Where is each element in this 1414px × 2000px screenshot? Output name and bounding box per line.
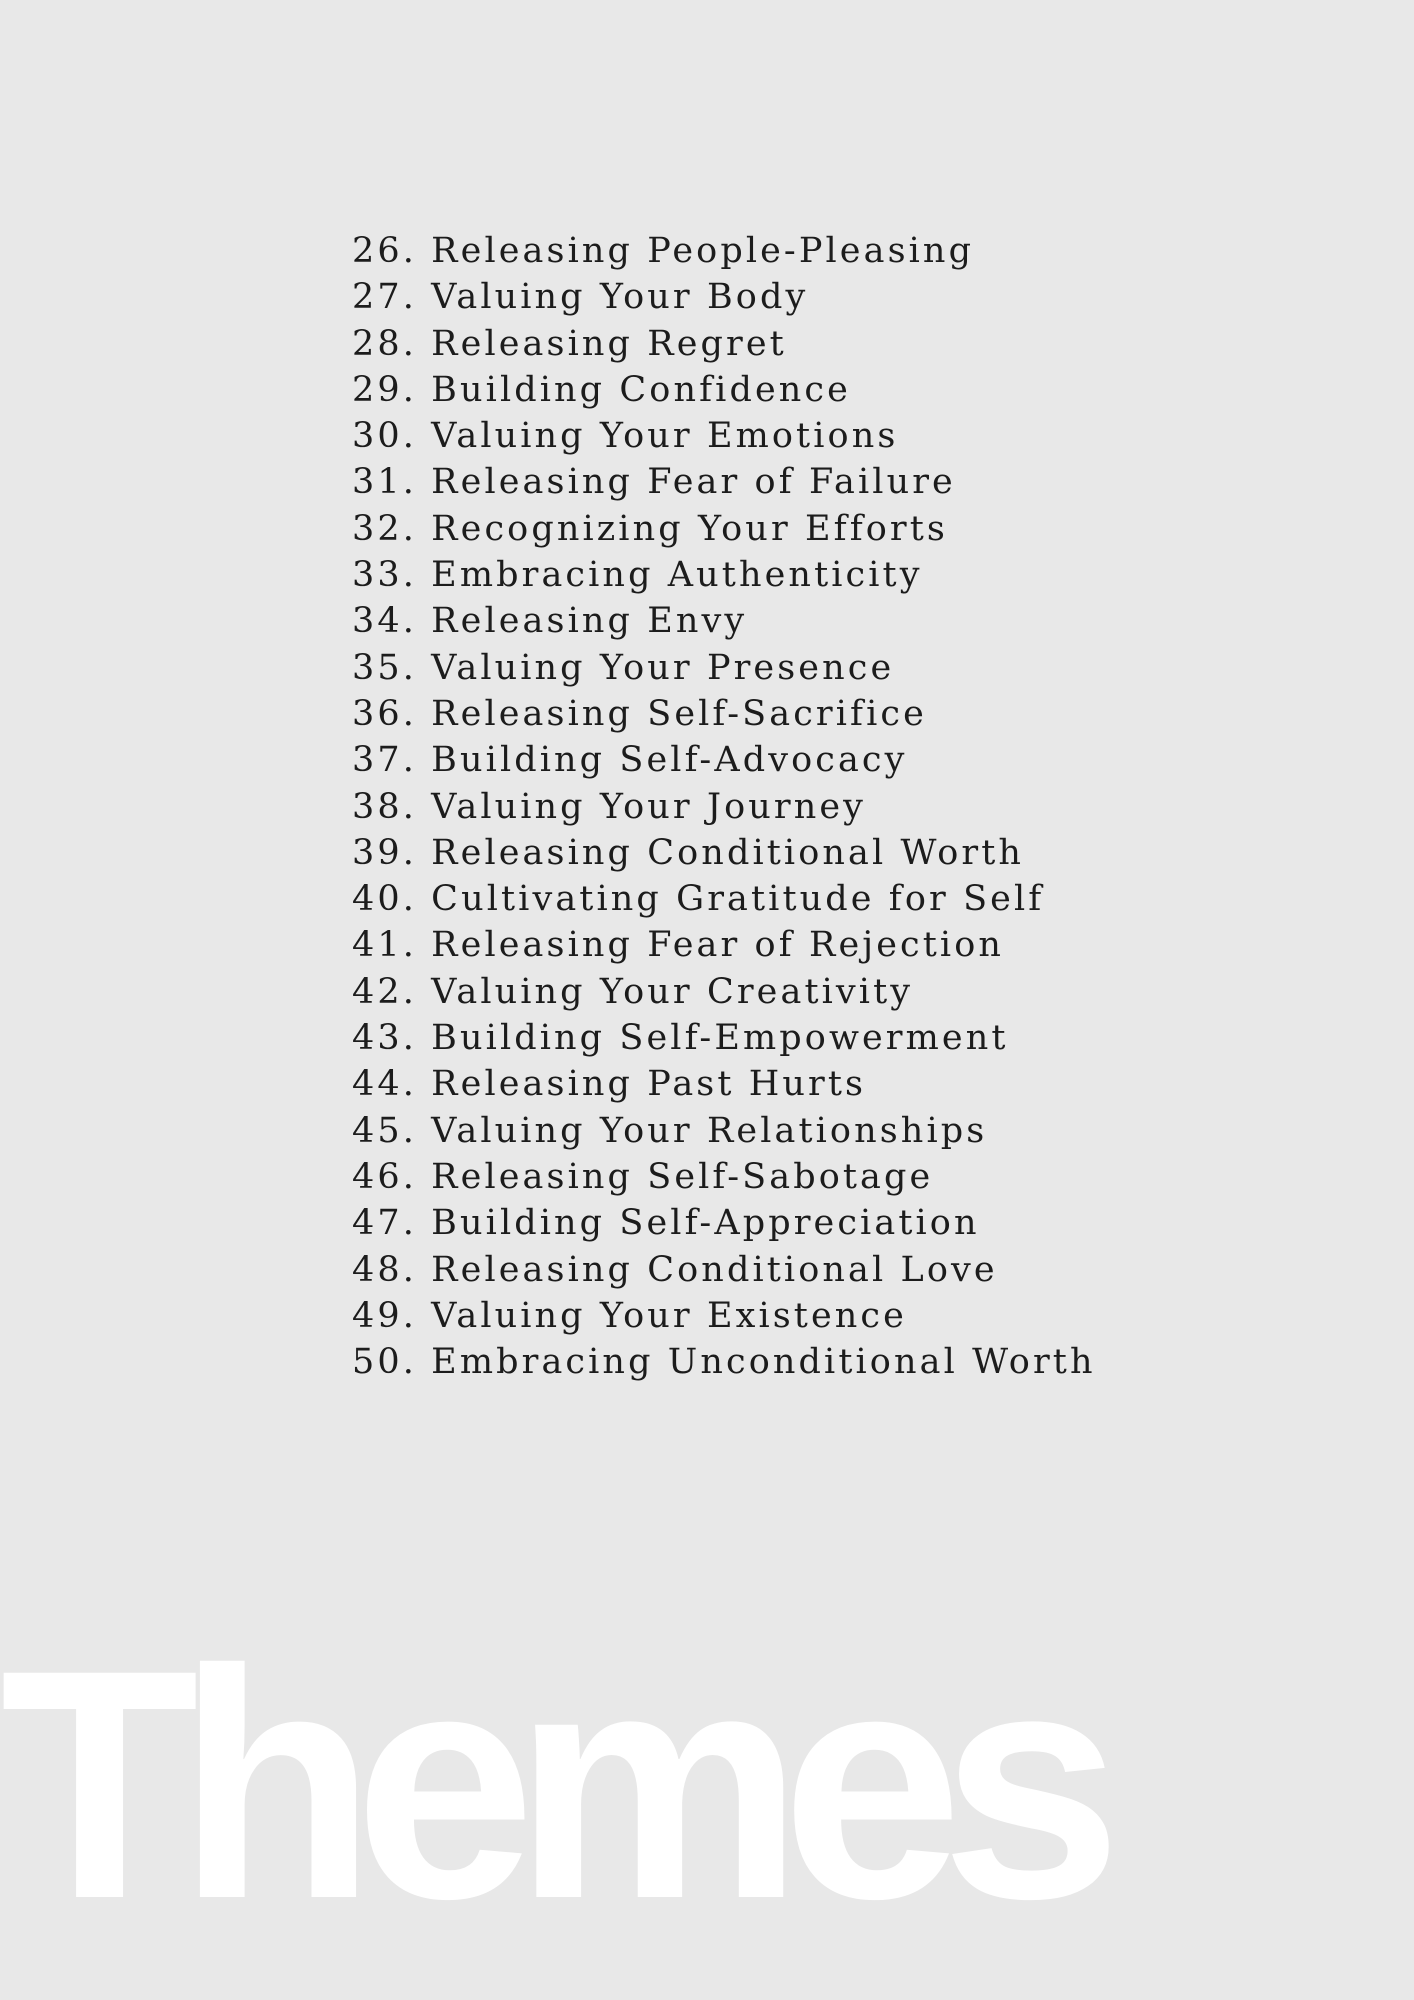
theme-item: 44. Releasing Past Hurts bbox=[352, 1064, 867, 1105]
theme-item: 42. Valuing Your Creativity bbox=[352, 971, 914, 1012]
theme-item: 50. Embracing Unconditional Worth bbox=[352, 1342, 1096, 1383]
theme-item: 30. Valuing Your Emotions bbox=[352, 416, 899, 457]
theme-item: 28. Releasing Regret bbox=[352, 323, 787, 364]
page-heading: Themes bbox=[0, 1603, 1101, 1967]
theme-item: 47. Building Self-Appreciation bbox=[352, 1203, 980, 1244]
theme-item: 36. Releasing Self-Sacrifice bbox=[352, 693, 927, 734]
theme-item: 37. Building Self-Advocacy bbox=[352, 740, 908, 781]
theme-item: 38. Valuing Your Journey bbox=[352, 786, 867, 827]
theme-item: 48. Releasing Conditional Love bbox=[352, 1249, 998, 1290]
themes-list bbox=[352, 228, 1096, 1385]
theme-item: 35. Valuing Your Presence bbox=[352, 647, 895, 688]
theme-item: 45. Valuing Your Relationships bbox=[352, 1110, 988, 1151]
theme-item: 27. Valuing Your Body bbox=[352, 277, 809, 318]
theme-item: 26. Releasing People-Pleasing bbox=[352, 231, 975, 271]
theme-item: 43. Building Self-Empowerment bbox=[352, 1018, 1009, 1059]
theme-item: 34. Releasing Envy bbox=[352, 601, 748, 642]
theme-item: 41. Releasing Fear of Rejection bbox=[352, 925, 1005, 966]
theme-item: 46. Releasing Self-Sabotage bbox=[352, 1156, 934, 1197]
theme-item: 32. Recognizing Your Efforts bbox=[352, 508, 948, 549]
theme-item: 39. Releasing Conditional Worth bbox=[352, 832, 1025, 873]
theme-item: 31. Releasing Fear of Failure bbox=[352, 462, 956, 503]
theme-item: 40. Cultivating Gratitude for Self bbox=[352, 879, 1045, 920]
theme-item: 33. Embracing Authenticity bbox=[352, 555, 923, 596]
theme-item: 49. Valuing Your Existence bbox=[352, 1295, 907, 1336]
theme-item: 29. Building Confidence bbox=[352, 369, 851, 410]
